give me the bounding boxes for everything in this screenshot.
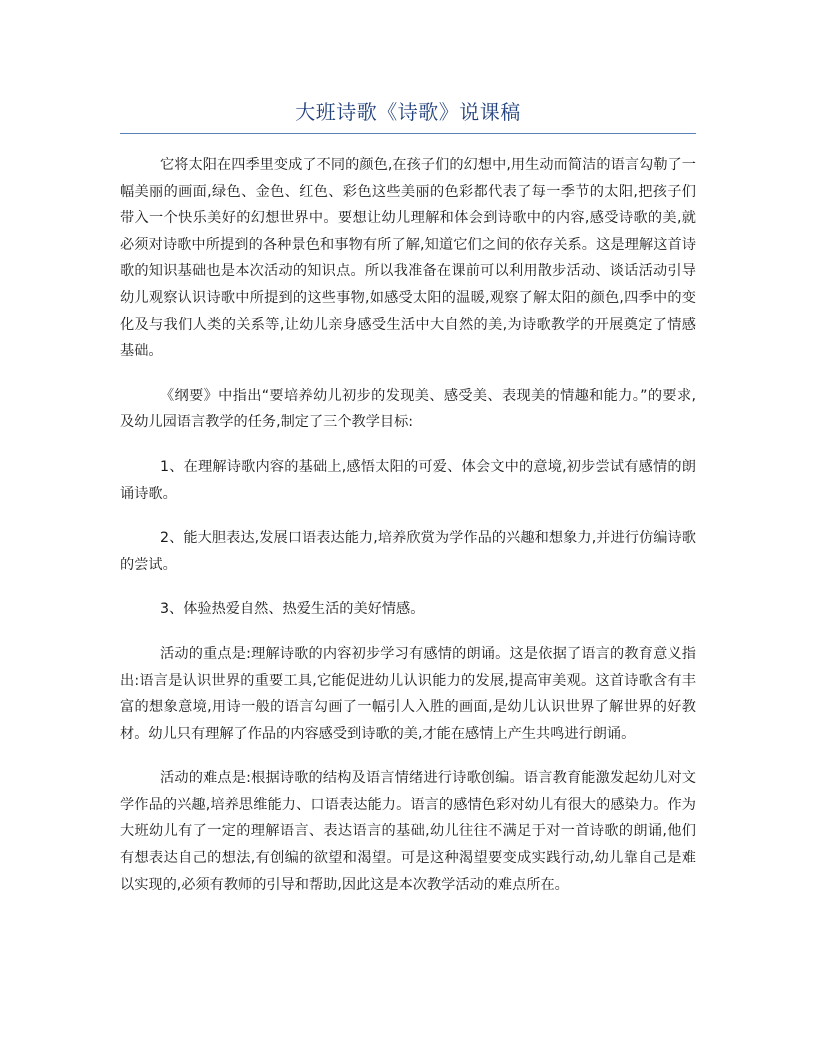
- paragraph-difficulty: 活动的难点是:根据诗歌的结构及语言情绪进行诗歌创编。语言教育能激发起幼儿对文学作品的兴趣,培养思维能力、口语表达能力。语言的感情色彩对幼儿有很大的感染力。作为大班幼儿有了一定的理解语言、表达语言的基础,幼儿往往不满足于对一首诗歌的朗诵,他们有想表达自己的想法,有创编的欲望和渴望。可是这种渴望要变成实践行动,幼儿靠自己是难以实现的,必须有教师的引导和帮助,因此这是本次教学活动的难点所在。: [120, 770, 696, 893]
- paragraph-goals-intro: 《纲要》中指出“要培养幼儿初步的发现美、感受美、表现美的情趣和能力。”的要求,及幼儿园语言教学的任务,制定了三个教学目标:: [120, 387, 696, 431]
- document-body: [120, 152, 696, 916]
- paragraph-goal-2: 2、能大胆表达,发展口语表达能力,培养欣赏为学作品的兴趣和想象力,并进行仿编诗歌的尝试。: [120, 530, 696, 573]
- paragraph-goal-1: 1、在理解诗歌内容的基础上,感悟太阳的可爱、体会文中的意境,初步尝试有感情的朗诵诗歌。: [120, 458, 696, 502]
- title-divider: [120, 133, 696, 134]
- paragraph-intro: 它将太阳在四季里变成了不同的颜色,在孩子们的幻想中,用生动而简洁的语言勾勒了一幅美丽的画面,绿色、金色、红色、彩色这些美丽的色彩都代表了每一季节的太阳,把孩子们带入一个快乐美好的幻想世界中。要想让幼儿理解和体会到诗歌中的内容,感受诗歌的美,就必须对诗歌中所提到的各种景色和事物有所了解,知道它们之间的依存关系。这是理解这首诗歌的知识基础也是本次活动的知识点。所以我准备在课前可以利用散步活动、谈话活动引导幼儿观察认识诗歌中所提到的这些事物,如感受太阳的温暖,观察了解太阳的颜色,四季中的变化及与我们人类的关系等,让幼儿亲身感受生活中大自然的美,为诗歌教学的开展奠定了情感基础。: [120, 157, 696, 360]
- paragraph-key-point: 活动的重点是:理解诗歌的内容初步学习有感情的朗诵。这是依据了语言的教育意义指出:语言是认识世界的重要工具,它能促进幼儿认识能力的发展,提高审美观。这首诗歌含有丰富的想象意境,用诗一般的语言勾画了一幅引人入胜的画面,是幼儿认识世界了解世界的好教材。幼儿只有理解了作品的内容感受到诗歌的美,才能在感情上产生共鸣进行朗诵。: [120, 645, 696, 742]
- paragraph-goal-3: 3、体验热爱自然、热爱生活的美好情感。: [160, 601, 425, 618]
- page-title: 大班诗歌《诗歌》说课稿: [295, 100, 521, 124]
